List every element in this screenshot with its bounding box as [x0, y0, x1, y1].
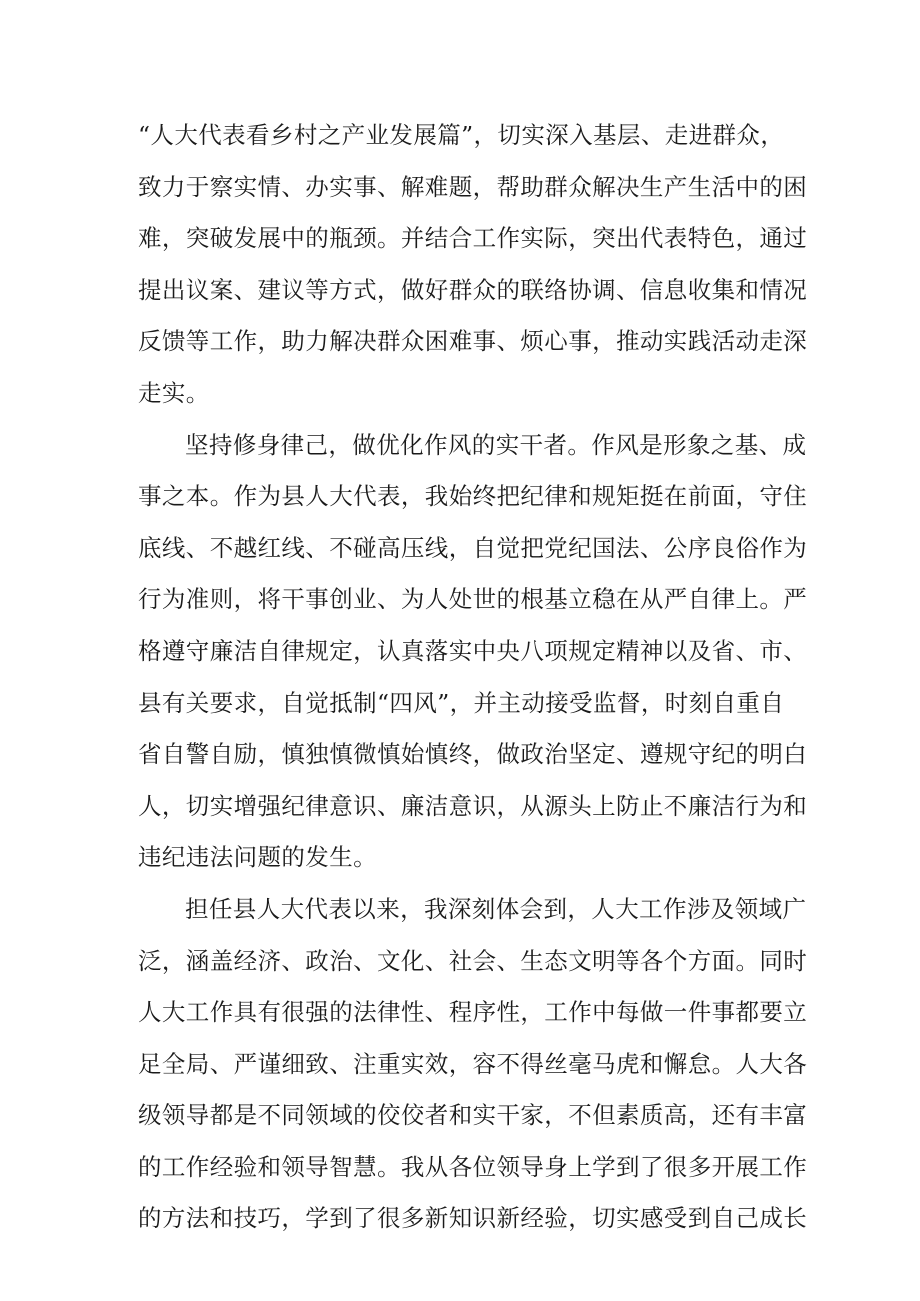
text-line: 违纪违法问题的发生。 — [138, 843, 377, 872]
text-line: 行为准则，将干事创业、为人处世的根基立稳在从严自律上。严 — [138, 585, 808, 614]
text-line: 级领导都是不同领域的佼佼者和实干家，不但素质高，还有丰富 — [138, 1101, 808, 1130]
text-line: 坚持修身律己，做优化作风的实干者。作风是形象之基、成 — [185, 430, 807, 459]
text-line: 难，突破发展中的瓶颈。并结合工作实际，突出代表特色，通过 — [138, 224, 808, 253]
document-page — [138, 110, 808, 1245]
text-line: “人大代表看乡村之产业发展篇”，切实深入基层、走进群众， — [138, 121, 785, 149]
text-line: 人大工作具有很强的法律性、程序性，工作中每做一件事都要立 — [138, 998, 808, 1027]
text-line: 泛，涵盖经济、政治、文化、社会、生态文明等各个方面。同时 — [138, 946, 808, 975]
text-line: 县有关要求，自觉抵制“四风”，并主动接受监督，时刻自重自 — [138, 688, 785, 717]
text-line: 事之本。作为县人大代表，我始终把纪律和规矩挺在前面，守住 — [138, 482, 808, 511]
text-line: 的工作经验和领导智慧。我从各位领导身上学到了很多开展工作 — [138, 1152, 808, 1181]
text-line: 格遵守廉洁自律规定，认真落实中央八项规定精神以及省、市、 — [138, 636, 808, 665]
text-line: 人，切实增强纪律意识、廉洁意识，从源头上防止不廉洁行为和 — [138, 791, 808, 820]
text-line: 担任县人大代表以来，我深刻体会到，人大工作涉及领域广 — [185, 894, 807, 923]
text-line: 底线、不越红线、不碰高压线，自觉把党纪国法、公序良俗作为 — [138, 533, 808, 562]
text-line: 足全局、严谨细致、注重实效，容不得丝毫马虎和懈怠。人大各 — [138, 1049, 808, 1078]
text-line: 反馈等工作，助力解决群众困难事、烦心事，推动实践活动走深 — [138, 327, 808, 356]
paragraph-2 — [138, 420, 808, 884]
paragraph-3 — [138, 884, 808, 1245]
text-line: 走实。 — [138, 378, 210, 407]
text-line: 提出议案、建议等方式，做好群众的联络协调、信息收集和情况 — [138, 275, 808, 304]
text-line: 省自警自励，慎独慎微慎始慎终，做政治坚定、遵规守纪的明白 — [138, 740, 808, 769]
paragraph-1 — [138, 110, 808, 420]
text-line: 的方法和技巧，学到了很多新知识新经验，切实感受到自己成长 — [138, 1204, 808, 1233]
text-line: 致力于察实情、办实事、解难题，帮助群众解决生产生活中的困 — [138, 172, 808, 201]
